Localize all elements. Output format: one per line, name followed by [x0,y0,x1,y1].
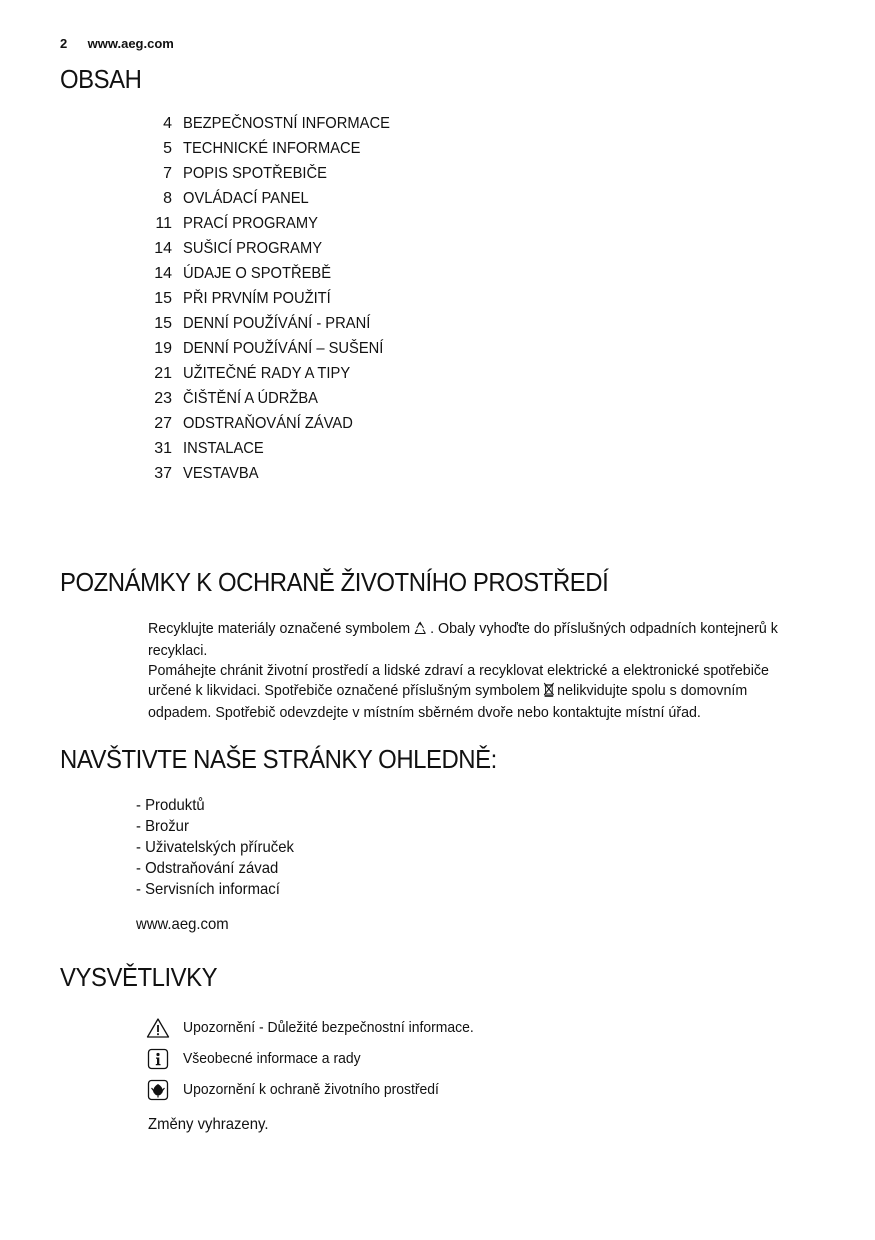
environment-text: . Obaly vyhoďte do příslušných odpadních kontejnerů k recyklaci. [148,620,778,659]
legend-text: Upozornění - Důležité bezpečnostní informace. [183,1019,474,1036]
toc-page: 11 [155,215,172,232]
toc-title: ČIŠTĚNÍ A ÚDRŽBA [183,390,318,407]
toc-page: 14 [154,240,172,257]
toc-page: 23 [154,390,172,407]
environment-paragraph-recycle [148,619,785,661]
visit-heading: NAVŠTIVTE NAŠE STRÁNKY OHLEDNĚ: [60,744,497,774]
toc-title: BEZPEČNOSTNÍ INFORMACE [183,115,390,132]
legend-item-environment [146,1074,496,1105]
legend-list [146,1012,496,1105]
toc-page: 15 [154,315,172,332]
toc-page: 4 [163,115,172,132]
toc-item[interactable] [148,363,568,388]
toc-page: 37 [154,465,172,482]
toc-page: 27 [154,415,172,432]
recycle-icon [413,621,427,641]
toc-title: SUŠICÍ PROGRAMY [183,240,323,257]
list-item: - Uživatelských příruček [136,839,294,856]
toc-title: ODSTRAŇOVÁNÍ ZÁVAD [183,415,353,432]
toc-item[interactable] [148,213,568,238]
toc-page: 21 [154,365,172,382]
toc-title: DENNÍ POUŽÍVÁNÍ - PRANÍ [183,315,371,332]
list-item: - Servisních informací [136,881,280,898]
environment-text: nelikvidujte spolu s domovním odpadem. Spotřebič odevzdejte v místním sběrném dvoře nebo kontaktujte místní úřad. [148,682,748,721]
toc-heading: OBSAH [60,64,142,94]
toc-title: OVLÁDACÍ PANEL [183,190,309,207]
toc-page: 8 [163,190,172,207]
table-of-contents [148,113,568,488]
environment-icon [146,1078,170,1102]
toc-item[interactable] [148,338,568,363]
toc-title: PRACÍ PROGRAMY [183,215,318,232]
toc-item[interactable] [148,438,568,463]
environment-text: Recyklujte materiály označené symbolem [148,620,411,637]
toc-item[interactable] [148,388,568,413]
toc-item[interactable] [148,263,568,288]
toc-item[interactable] [148,463,568,488]
toc-item[interactable] [148,163,568,188]
toc-item[interactable] [148,313,568,338]
toc-item[interactable] [148,413,568,438]
environment-section [148,619,818,723]
toc-item[interactable] [148,288,568,313]
page-header [60,36,174,51]
toc-page: 15 [154,290,172,307]
toc-item[interactable] [148,238,568,263]
toc-title: ÚDAJE O SPOTŘEBĚ [183,265,332,282]
environment-heading: POZNÁMKY K OCHRANĚ ŽIVOTNÍHO PROSTŘEDÍ [60,567,609,597]
toc-title: PŘI PRVNÍM POUŽITÍ [183,290,331,307]
changes-reserved-note: Změny vyhrazeny. [148,1116,269,1133]
toc-title: DENNÍ POUŽÍVÁNÍ – SUŠENÍ [183,340,384,357]
toc-page: 7 [163,165,172,182]
toc-title: TECHNICKÉ INFORMACE [183,140,361,157]
toc-item[interactable] [148,138,568,163]
toc-page: 5 [163,140,172,157]
page-number: 2 [60,36,68,51]
legend-heading: VYSVĚTLIVKY [60,962,218,992]
toc-item[interactable] [148,113,568,138]
legend-item-info [146,1043,496,1074]
legend-text: Všeobecné informace a rady [183,1050,361,1067]
visit-list [136,795,306,900]
toc-page: 31 [154,440,172,457]
toc-title: INSTALACE [183,440,264,457]
legend-item-warning [146,1012,496,1043]
crossed-bin-icon [543,682,554,703]
warning-triangle-icon [146,1016,170,1040]
list-item: - Odstraňování závad [136,860,279,877]
legend-text: Upozornění k ochraně životního prostředí [183,1081,439,1098]
toc-title: VESTAVBA [183,465,259,482]
visit-url-link[interactable]: www.aeg.com [136,916,229,933]
toc-page: 19 [154,340,172,357]
environment-paragraph-weee [148,661,785,723]
toc-title: POPIS SPOTŘEBIČE [183,165,327,182]
info-icon [146,1047,170,1071]
environment-text: Pomáhejte chránit životní prostředí a lidské zdraví a recyklovat elektrické a elektronické spotřebiče určené k likvidaci. Spotřebiče označené příslušným symbolem [148,662,769,699]
toc-page: 14 [154,265,172,282]
toc-title: UŽITEČNÉ RADY A TIPY [183,365,351,382]
list-item: - Brožur [136,818,189,835]
header-url[interactable]: www.aeg.com [87,36,174,51]
list-item: - Produktů [136,797,205,814]
toc-item[interactable] [148,188,568,213]
